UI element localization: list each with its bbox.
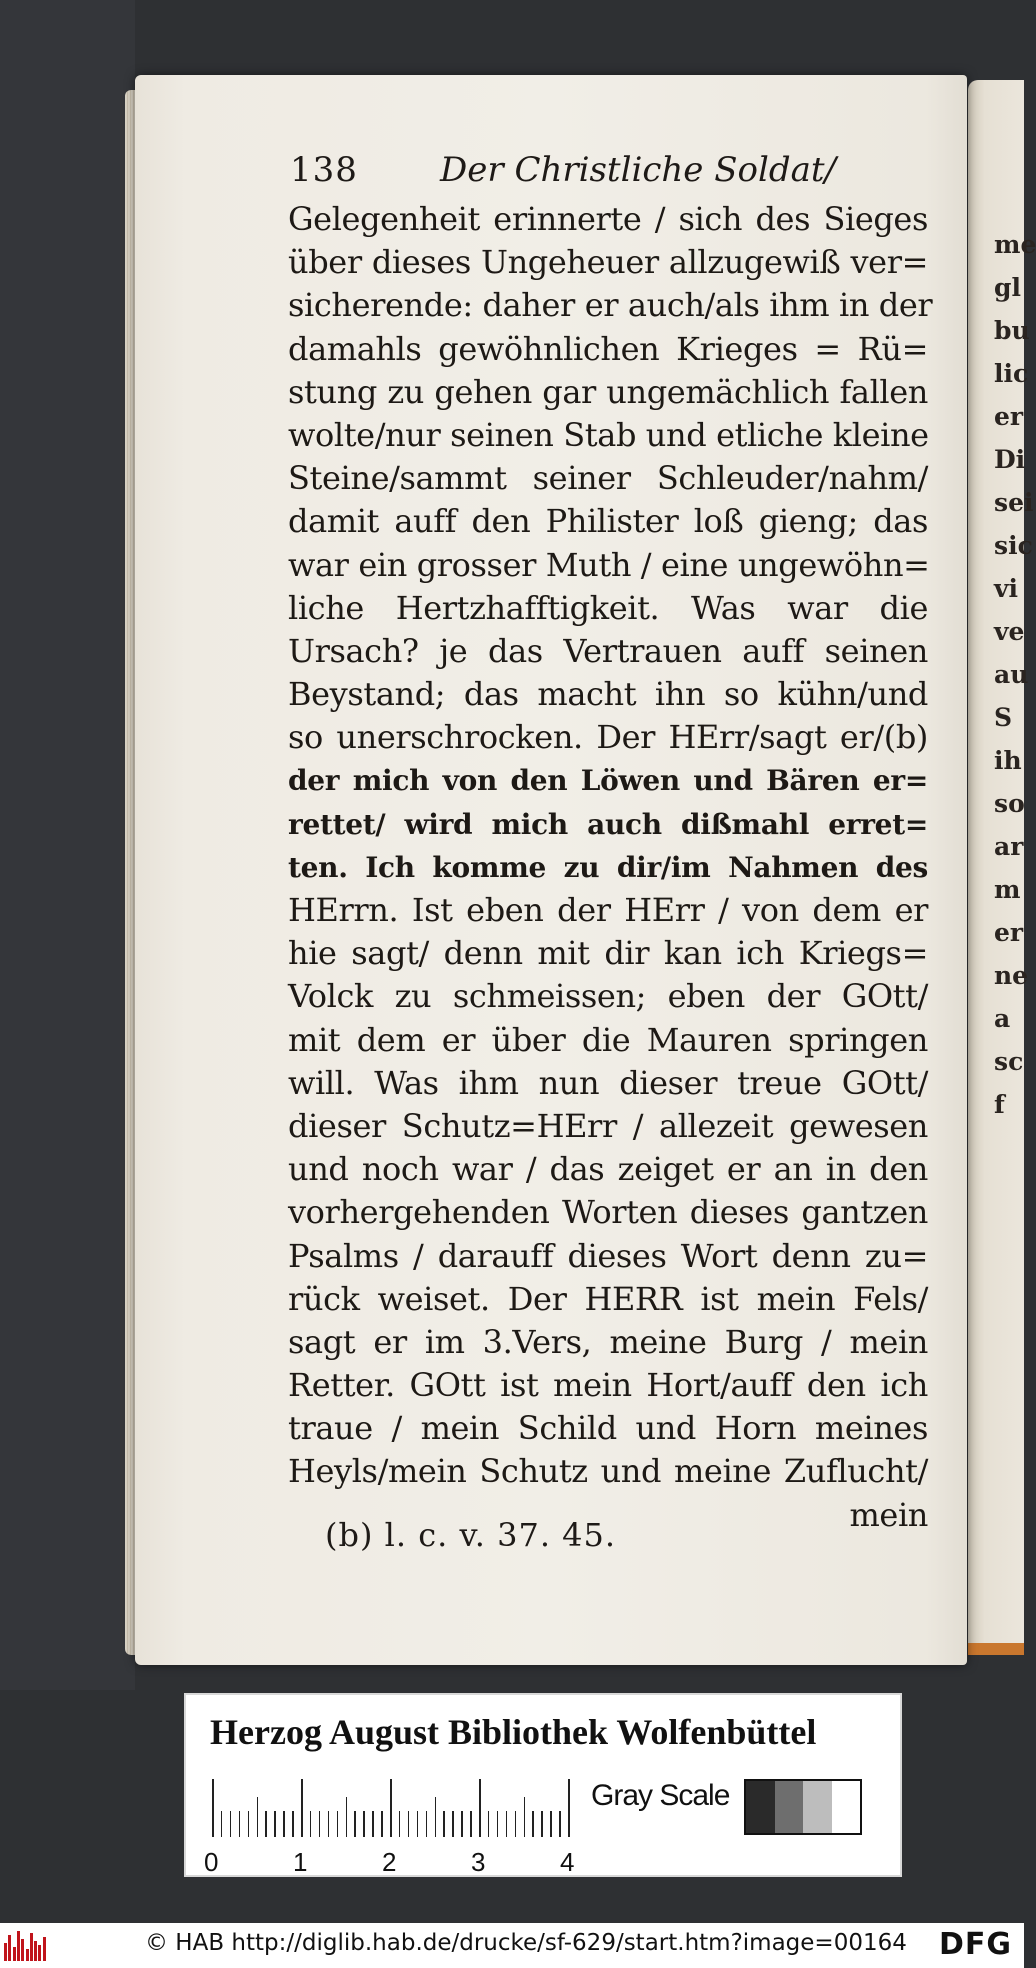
- text-line: mein: [849, 1495, 928, 1534]
- ruler-tick: [346, 1797, 348, 1837]
- hab-logo-bar: [43, 1937, 46, 1961]
- ruler-tick: [274, 1811, 276, 1837]
- text-line: rück weiset. Der HERR ist mein Fels/: [288, 1279, 928, 1318]
- ruler-tick: [328, 1811, 330, 1837]
- gray-scale-swatches: [744, 1779, 862, 1835]
- hab-logo-bar: [34, 1941, 37, 1961]
- next-page-fragment: vi: [994, 574, 1019, 603]
- text-line: Retter. GOtt ist mein Hort/auff den ich: [288, 1366, 928, 1405]
- gray-scale-label: Gray Scale: [591, 1779, 730, 1812]
- ruler-tick: [354, 1811, 356, 1837]
- hab-logo-bar: [8, 1935, 11, 1961]
- next-page-fragment: Di: [994, 445, 1026, 474]
- next-page-fragment: f: [994, 1090, 1005, 1119]
- copyright-link[interactable]: © HAB http://diglib.hab.de/drucke/sf-629/start.htm?image=00164: [145, 1930, 907, 1956]
- body-text: [288, 198, 933, 1537]
- ruler-tick: [310, 1811, 312, 1837]
- ruler-tick: [524, 1797, 526, 1837]
- next-page-fragment: S: [994, 703, 1013, 732]
- text-line: Beystand; das macht ihn so kühn/und: [288, 675, 928, 714]
- hab-logo-bar: [26, 1949, 29, 1961]
- next-page-fragment: sc: [994, 1047, 1024, 1076]
- ruler-tick: [506, 1811, 508, 1837]
- ruler-tick: [488, 1811, 490, 1837]
- ruler-tick: [372, 1811, 374, 1837]
- text-line: vorhergehenden Worten dieses gantzen: [288, 1193, 928, 1232]
- text-line: Heyls/mein Schutz und meine Zuflucht/: [288, 1452, 928, 1491]
- hab-logo-icon: [4, 1931, 48, 1961]
- next-page-fragment: sic: [994, 531, 1033, 560]
- text-line: mit dem er über die Mauren springen: [288, 1020, 928, 1059]
- ruler-tick: [239, 1811, 241, 1837]
- text-line: will. Was ihm nun dieser treue GOtt/: [288, 1063, 928, 1102]
- text-line: liche Hertzhafftigkeit. Was war die: [288, 588, 928, 627]
- text-line: HErrn. Ist eben der HErr / von dem er: [288, 891, 928, 929]
- next-page-fragment: me: [994, 230, 1036, 259]
- text-line: wolte/nur seinen Stab und etliche kleine: [288, 415, 929, 454]
- ruler-number: 0: [204, 1847, 219, 1877]
- ruler-tick: [426, 1811, 428, 1837]
- next-page-fragment: ar: [994, 832, 1024, 861]
- gray-swatch: [832, 1781, 861, 1833]
- text-line: traue / mein Schild und Horn meines: [288, 1409, 928, 1448]
- ruler-number: 4: [560, 1847, 575, 1877]
- ruler-tick: [408, 1811, 410, 1837]
- text-line: Steine/sammt seiner Schleuder/nahm/: [288, 459, 928, 498]
- gray-swatch: [746, 1781, 775, 1833]
- ruler-number: 3: [471, 1847, 486, 1877]
- footer-bar: [0, 1923, 1024, 1968]
- hab-logo-bar: [17, 1931, 20, 1961]
- ruler-tick: [541, 1811, 543, 1837]
- library-name: Herzog August Bibliothek Wolfenbüttel: [210, 1712, 817, 1752]
- next-page-fragment: a: [994, 1004, 1011, 1033]
- ruler-number: 1: [293, 1847, 308, 1877]
- ruler-tick: [248, 1811, 250, 1837]
- footnote: (b) l. c. v. 37. 45.: [325, 1516, 617, 1554]
- ruler-tick: [443, 1811, 445, 1837]
- text-line: Psalms / darauff dieses Wort denn zu=: [288, 1236, 928, 1275]
- ruler-tick: [435, 1797, 437, 1837]
- gray-swatch: [803, 1781, 832, 1833]
- text-line: sicherende: daher er auch/als ihm in der: [288, 286, 933, 325]
- next-page-fragment: so: [994, 789, 1025, 818]
- ruler-tick: [390, 1779, 392, 1837]
- ruler-tick: [257, 1797, 259, 1837]
- text-line: Gelegenheit erinnerte / sich des Sieges: [288, 200, 928, 238]
- ruler-tick: [221, 1811, 223, 1837]
- ruler-tick: [381, 1811, 383, 1837]
- text-line: rettet/ wird mich auch dißmahl erret=: [288, 807, 928, 841]
- text-line: ten. Ich komme zu dir/im Nahmen des: [288, 850, 928, 884]
- text-line: war ein grosser Muth / eine ungewöhn=: [288, 545, 930, 584]
- ruler-tick: [479, 1779, 481, 1837]
- ruler-tick: [212, 1779, 214, 1837]
- text-line: über dieses Ungeheuer allzugewiß ver=: [288, 243, 928, 282]
- hab-logo-bar: [13, 1947, 16, 1961]
- ruler-tick: [292, 1811, 294, 1837]
- next-page-fragment: bu: [994, 316, 1030, 345]
- color-calibration-card: [184, 1693, 902, 1877]
- text-line: damahls gewöhnlichen Krieges = Rü=: [288, 329, 928, 368]
- page-number: 138: [290, 150, 358, 190]
- dfg-logo: DFG: [938, 1927, 1012, 1962]
- ruler-tick: [568, 1779, 570, 1837]
- text-line: stung zu gehen gar ungemächlich fallen: [288, 372, 928, 411]
- next-page-fragment: au: [994, 660, 1029, 689]
- hab-logo-bar: [30, 1933, 33, 1961]
- page-edge-stain: [968, 1643, 1024, 1655]
- ruler-tick: [301, 1779, 303, 1837]
- ruler-tick: [319, 1811, 321, 1837]
- ruler-tick: [337, 1811, 339, 1837]
- running-head: Der Christliche Soldat/: [440, 150, 836, 190]
- scale-ruler: [212, 1777, 602, 1837]
- next-page-fragment: gl: [994, 273, 1021, 302]
- next-page-fragment: ne: [994, 961, 1029, 990]
- ruler-tick: [470, 1811, 472, 1837]
- ruler-tick: [461, 1811, 463, 1837]
- next-page-fragment: er: [994, 918, 1024, 947]
- gray-swatch: [775, 1781, 804, 1833]
- next-page-fragment: lic: [994, 359, 1029, 388]
- next-page-fragment: ih: [994, 746, 1022, 775]
- ruler-tick: [532, 1811, 534, 1837]
- ruler-number: 2: [382, 1847, 397, 1877]
- text-line: Ursach? je das Vertrauen auff seinen: [288, 631, 928, 670]
- text-line: und noch war / das zeiget er an in den: [288, 1150, 928, 1189]
- ruler-tick: [417, 1811, 419, 1837]
- ruler-tick: [363, 1811, 365, 1837]
- ruler-tick: [283, 1811, 285, 1837]
- text-line: dieser Schutz=HErr / allezeit gewesen: [288, 1106, 928, 1145]
- hab-logo-bar: [38, 1945, 41, 1961]
- next-page-edge: [968, 80, 1036, 1655]
- ruler-tick: [230, 1811, 232, 1837]
- next-page-fragment: ve: [994, 617, 1025, 646]
- next-page-fragment: sei: [994, 488, 1034, 517]
- ruler-tick: [497, 1811, 499, 1837]
- text-line: damit auff den Philister loß gieng; das: [288, 502, 928, 541]
- ruler-tick: [399, 1811, 401, 1837]
- text-line: Volck zu schmeissen; eben der GOtt/: [288, 977, 928, 1016]
- ruler-tick: [515, 1811, 517, 1837]
- hab-logo-bar: [21, 1939, 24, 1961]
- ruler-tick: [550, 1811, 552, 1837]
- text-line: so unerschrocken. Der HErr/sagt er/(b): [288, 718, 928, 757]
- ruler-tick: [559, 1811, 561, 1837]
- text-line: sagt er im 3.Vers, meine Burg / mein: [288, 1322, 928, 1361]
- next-page-fragment: er: [994, 402, 1024, 431]
- hab-logo-bar: [4, 1943, 7, 1961]
- ruler-tick: [265, 1811, 267, 1837]
- text-line: der mich von den Löwen und Bären er=: [288, 764, 928, 798]
- next-page-fragment: m: [994, 875, 1021, 904]
- text-line: hie sagt/ denn mit dir kan ich Kriegs=: [288, 934, 928, 973]
- scan-backdrop: [0, 0, 135, 1690]
- ruler-tick: [452, 1811, 454, 1837]
